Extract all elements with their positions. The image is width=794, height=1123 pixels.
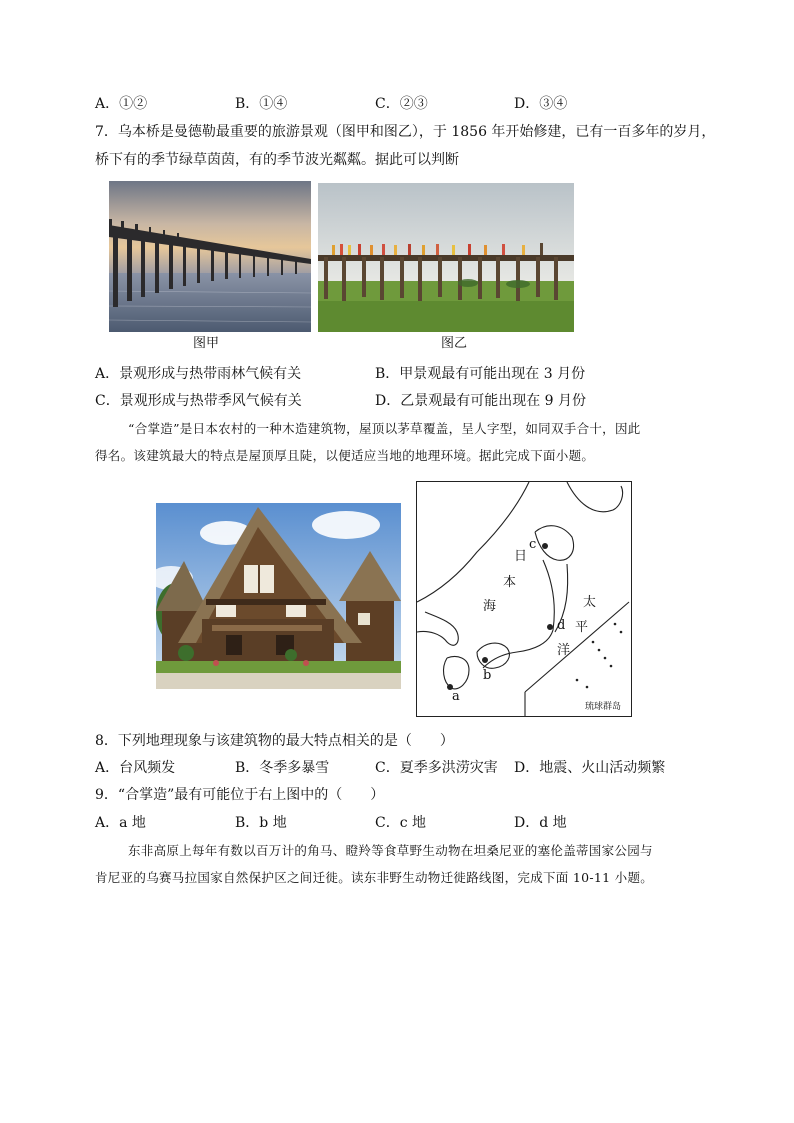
map-point-a-label: a [452, 689, 460, 704]
map-inset-label: 琉球群岛 [585, 702, 622, 712]
q7-option-b: B．甲景观最有可能出现在 3 月份 [375, 366, 586, 382]
passage2-line1: 东非高原上每年有数以百万计的角马、瞪羚等食草野生动物在坦桑尼亚的塞伦盖蒂国家公园与 [128, 843, 653, 858]
q6-option-d: D．③④ [514, 96, 568, 112]
q9-option-c: C．c 地 [375, 815, 427, 831]
passage1-line1: “合掌造”是日本农村的一种木造建筑物，屋顶以茅草覆盖，呈人字型，如同双手合十，因此 [128, 421, 641, 436]
map-point-c-label: c [529, 537, 537, 552]
photo-yi-bridge-grass [318, 183, 574, 332]
map-label-hai: 海 [483, 599, 497, 614]
q8-option-b: B．冬季多暴雪 [235, 760, 330, 776]
map-point-b-label: b [483, 668, 492, 683]
q8-option-c: C．夏季多洪涝灾害 [375, 760, 498, 776]
q8-option-a: A．台风频发 [95, 760, 176, 776]
caption-yi: 图乙 [441, 336, 468, 351]
q9-option-d: D．d 地 [514, 815, 567, 831]
photo-jia-bridge-water [109, 181, 311, 332]
q6-option-c: C．②③ [375, 96, 428, 112]
caption-jia: 图甲 [193, 336, 220, 351]
photo-gassho-house [156, 503, 401, 689]
q7-stem-line1: 7．乌本桥是曼德勒最重要的旅游景观（图甲和图乙），于 1856 年开始修建，已有一百多年的岁月， [95, 124, 716, 140]
q9-option-a: A．a 地 [95, 815, 146, 831]
japan-map [416, 481, 632, 717]
map-label-tai: 太 [583, 595, 597, 610]
q9-stem: 9．“合掌造”最有可能位于右上图中的（ ） [95, 787, 385, 803]
q8-stem: 8．下列地理现象与该建筑物的最大特点相关的是（ ） [95, 733, 454, 749]
q7-stem-line2: 桥下有的季节绿草茵茵，有的季节波光粼粼。据此可以判断 [95, 152, 459, 168]
map-label-ben: 本 [503, 575, 517, 590]
q9-option-b: B．b 地 [235, 815, 287, 831]
q6-option-a: A．①② [95, 96, 148, 112]
q7-option-c: C．景观形成与热带季风气候有关 [95, 393, 302, 409]
q8-option-d: D．地震、火山活动频繁 [514, 760, 666, 776]
map-label-yang: 洋 [557, 643, 571, 658]
passage2-line2: 肯尼亚的乌赛马拉国家自然保护区之间迁徙。读东非野生动物迁徙路线图，完成下面 10-11 小题。 [95, 870, 654, 885]
map-point-d-label: d [557, 618, 566, 633]
q6-option-b: B．①④ [235, 96, 288, 112]
passage1-line2: 得名。该建筑最大的特点是屋顶厚且陡，以便适应当地的地理环境。据此完成下面小题。 [95, 448, 595, 463]
map-label-ping: 平 [575, 620, 589, 635]
map-label-ri: 日 [514, 549, 528, 564]
q7-option-a: A．景观形成与热带雨林气候有关 [95, 366, 302, 382]
q7-option-d: D．乙景观最有可能出现在 9 月份 [375, 393, 587, 409]
